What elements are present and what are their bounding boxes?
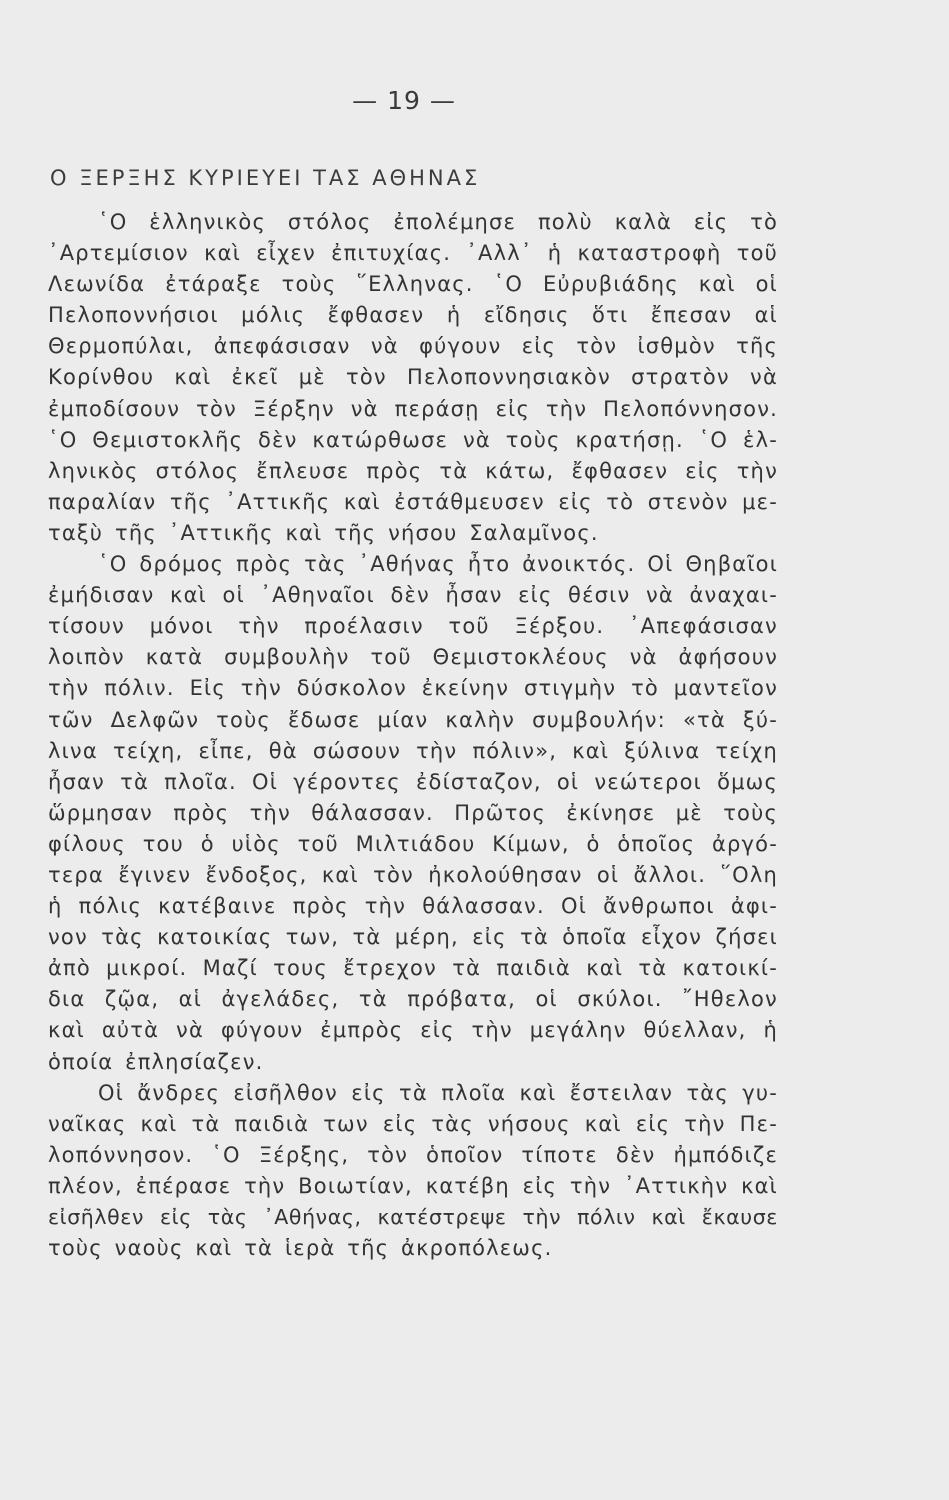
page-number: — 19 — (352, 86, 456, 115)
text-line: ῾Ο ἑλληνικὸς στόλος ἐπολέμησε πολὺ καλὰ εἰς τὸ (98, 210, 778, 234)
text-line: ταξὺ τῆς ᾿Αττικῆς καὶ τῆς νήσου Σαλαμῖνος. (48, 520, 599, 545)
text-line: δια ζῷα, αἱ ἀγελάδες, τὰ πρόβατα, οἱ σκύλοι. ῎Ηθελον (48, 987, 778, 1012)
text-line: ἐμήδισαν καὶ οἱ ᾿Αθηναῖοι δὲν ἦσαν εἰς θέσιν νὰ ἀναχαι- (48, 583, 778, 608)
text-line: ναῖκας καὶ τὰ παιδιὰ των εἰς τὰς νήσους καὶ εἰς τὴν Πε- (48, 1111, 778, 1136)
text-line: πλέον, ἐπέρασε τὴν Βοιωτίαν, κατέβη εἰς τὴν ᾿Αττικὴν καὶ (48, 1173, 778, 1198)
text-line: Θερμοπύλαι, ἀπεφάσισαν νὰ φύγουν εἰς τὸν ἰσθμὸν τῆς (48, 334, 778, 359)
text-line: εἰσῆλθεν εἰς τὰς ᾿Αθήνας, κατέστρεψε τὴν πόλιν καὶ ἔκαυσε (48, 1205, 778, 1229)
text-line: τῶν Δελφῶν τοὺς ἔδωσε μίαν καλὴν συμβουλήν: «τὰ ξύ- (48, 707, 778, 732)
chapter-heading: Ο ΞΕΡΞΗΣ ΚΥΡΙΕΥΕΙ ΤΑΣ ΑΘΗΝΑΣ (50, 166, 481, 190)
text-line: ἡ πόλις κατέβαινε πρὸς τὴν θάλασσαν. Οἱ ἄνθρωποι ἀφι- (48, 894, 778, 919)
text-line: λοπόννησον. ῾Ο Ξέρξης, τὸν ὁποῖον τίποτε δὲν ἠμπόδιζε (48, 1142, 778, 1167)
text-line: ληνικὸς στόλος ἔπλευσε πρὸς τὰ κάτω, ἔφθασεν εἰς τὴν (48, 458, 778, 483)
text-line: ῾Ο δρόμος πρὸς τὰς ᾿Αθήνας ἦτο ἀνοικτός. Οἱ Θηβαῖοι (98, 552, 778, 577)
text-line: φίλους του ὁ υἱὸς τοῦ Μιλτιάδου Κίμων, ὁ ὁποῖος ἀργό- (48, 831, 778, 856)
text-line: Κορίνθου καὶ ἐκεῖ μὲ τὸν Πελοποννησιακὸν στρατὸν νὰ (48, 365, 778, 390)
text-line: τερα ἔγινεν ἔνδοξος, καὶ τὸν ἠκολούθησαν οἱ ἄλλοι. ῞Ολη (48, 862, 778, 887)
text-line: ὥρμησαν πρὸς τὴν θάλασσαν. Πρῶτος ἐκίνησε μὲ τοὺς (48, 800, 778, 825)
text-line: ἐμποδίσουν τὸν Ξέρξην νὰ περάσῃ εἰς τὴν Πελοπόννησον. (48, 396, 778, 421)
text-line: τίσουν μόνοι τὴν προέλασιν τοῦ Ξέρξου. ᾿Απεφάσισαν (48, 614, 778, 639)
text-line: νον τὰς κατοικίας των, τὰ μέρη, εἰς τὰ ὁποῖα εἶχον ζήσει (48, 925, 778, 950)
text-line: καὶ αὐτὰ νὰ φύγουν ἐμπρὸς εἰς τὴν μεγάλην θύελλαν, ἡ (48, 1018, 778, 1043)
text-line: παραλίαν τῆς ᾿Αττικῆς καὶ ἐστάθμευσεν εἰς τὸ στενὸν με- (48, 489, 778, 514)
body-text (48, 207, 778, 1264)
text-line: ῾Ο Θεμιστοκλῆς δὲν κατώρθωσε νὰ τοὺς κρατήσῃ. ῾Ο ἑλ- (48, 427, 778, 452)
text-line: Λεωνίδα ἐτάραξε τοὺς ῞Ελληνας. ῾Ο Εὐρυβιάδης καὶ οἱ (48, 272, 778, 297)
text-line: Πελοποννήσιοι μόλις ἔφθασεν ἡ εἴδησις ὅτι ἔπεσαν αἱ (48, 303, 778, 328)
text-line: Οἱ ἄνδρες εἰσῆλθον εἰς τὰ πλοῖα καὶ ἔστειλαν τὰς γυ- (98, 1080, 778, 1105)
text-line: λινα τείχη, εἶπε, θὰ σώσουν τὴν πόλιν», καὶ ξύλινα τείχη (48, 738, 778, 763)
text-line: τοὺς ναοὺς καὶ τὰ ἱερὰ τῆς ἀκροπόλεως. (48, 1236, 553, 1261)
text-line: ἦσαν τὰ πλοῖα. Οἱ γέροντες ἐδίσταζον, οἱ νεώτεροι ὅμως (48, 769, 778, 794)
text-line: ᾿Αρτεμίσιον καὶ εἶχεν ἐπιτυχίας. ᾿Αλλ᾿ ἡ καταστροφὴ τοῦ (48, 241, 778, 266)
text-line: λοιπὸν κατὰ συμβουλὴν τοῦ Θεμιστοκλέους νὰ ἀφήσουν (48, 645, 778, 670)
text-line: τὴν πόλιν. Εἰς τὴν δύσκολον ἐκείνην στιγμὴν τὸ μαντεῖον (48, 676, 778, 701)
text-line: ὁποία ἐπλησίαζεν. (48, 1049, 264, 1074)
text-line: ἀπὸ μικροί. Μαζί τους ἔτρεχον τὰ παιδιὰ καὶ τὰ κατοικί- (48, 956, 778, 981)
